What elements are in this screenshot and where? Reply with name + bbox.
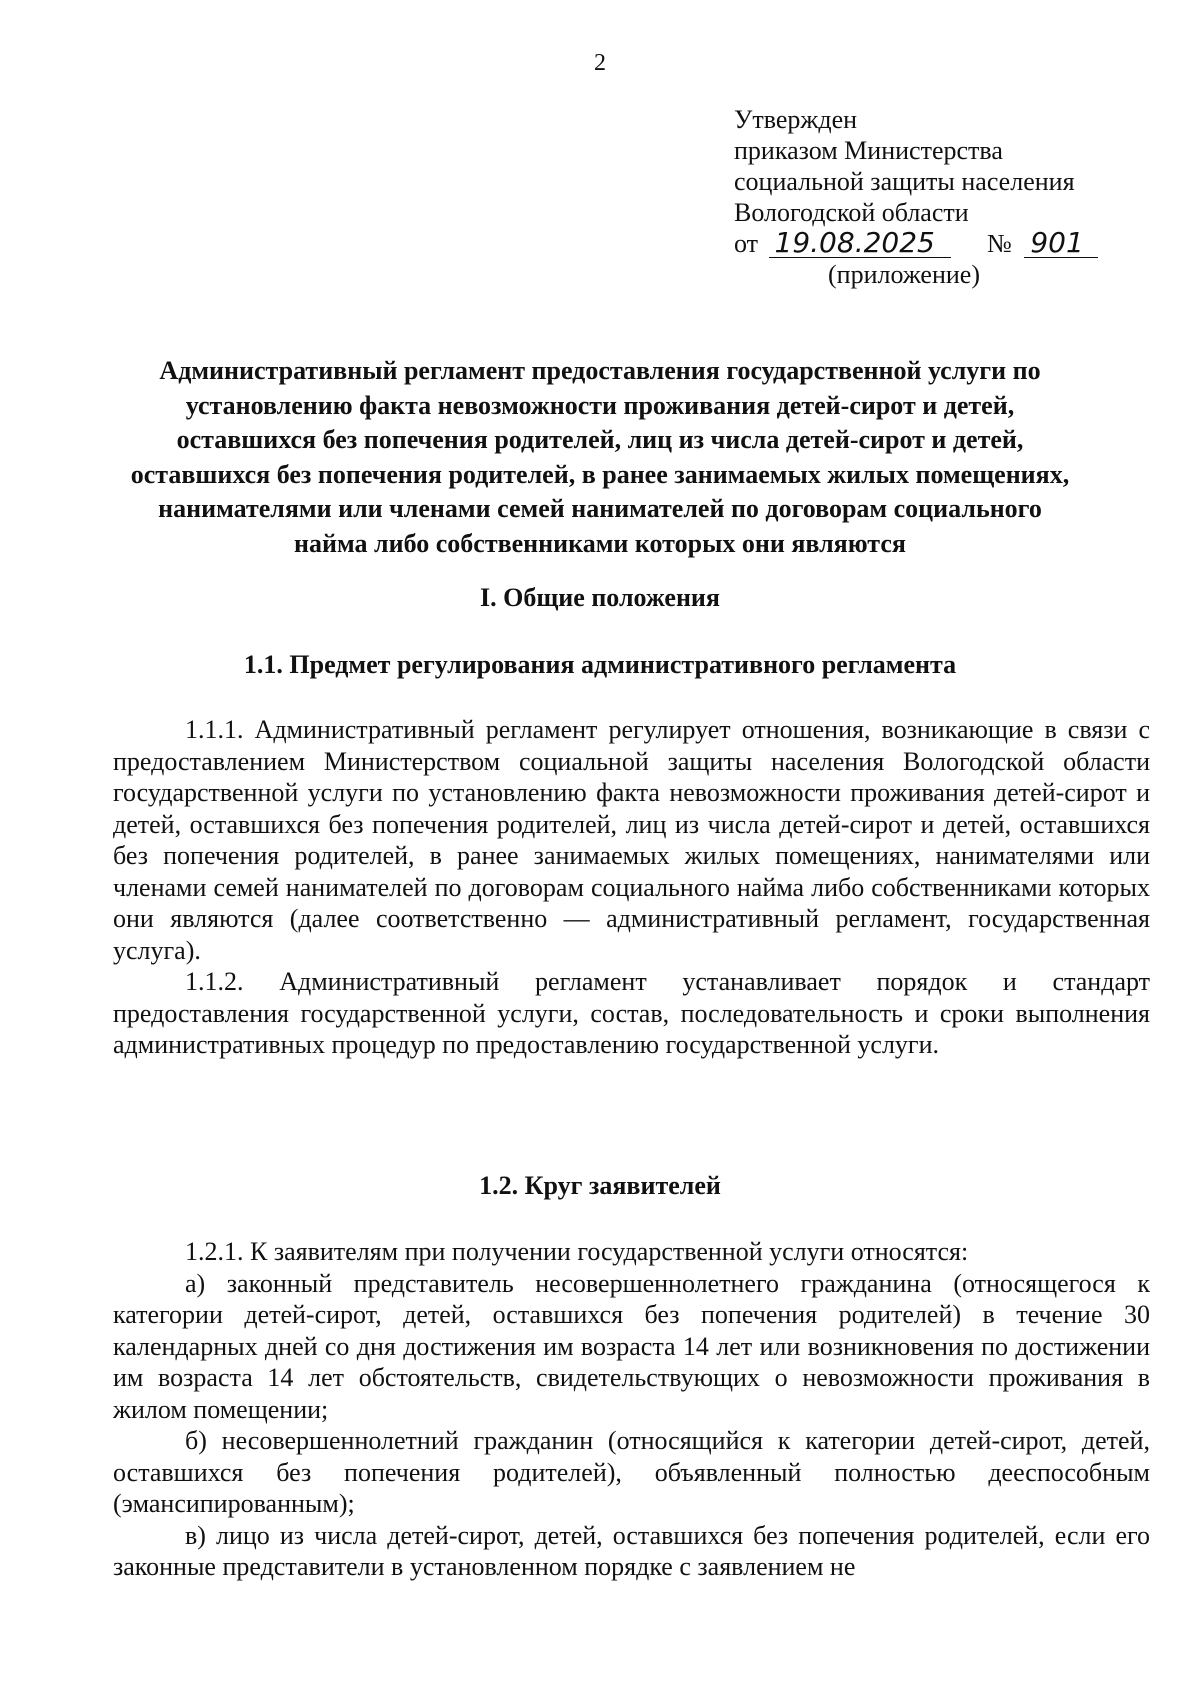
approval-date-line xyxy=(734,228,1098,259)
paragraph-1-2-1-c: в) лицо из числа детей-сирот, детей, оставшихся без попечения родителей, если его законные представители в установленном порядке с заявлением не xyxy=(113,1520,1150,1581)
number-prefix: № xyxy=(987,229,1012,258)
section-heading-general: I. Общие положения xyxy=(480,583,720,612)
subsection-heading-1-2: 1.2. Круг заявителей xyxy=(479,1171,721,1200)
handwritten-date: 19.08.2025 xyxy=(769,229,951,258)
page-number: 2 xyxy=(594,50,606,76)
title-line-3: оставшихся без попечения родителей, лиц из числа детей-сирот и детей, xyxy=(176,425,1024,454)
date-prefix: от xyxy=(734,229,759,258)
paragraph-1-1-1: 1.1.1. Административный регламент регулирует отношения, возникающие в связи с предоставлением Министерством социальной защиты населения Вологодской области государственной услуги по установлению факта невозможности проживания детей-сирот и детей, оставшихся без попечения родителей, лиц из числа детей-сирот и детей, оставшихся без попечения родителей, в ранее занимаемых жилых помещениях, нанимателями или членами семей нанимателей по договорам социального найма либо собственниками которых они являются (далее соответственно — административный регламент, государственная услуга). xyxy=(113,715,1150,965)
title-line-5: нанимателями или членами семей нанимателей по договорам социального xyxy=(158,494,1042,523)
title-line-2: установлению факта невозможности проживания детей-сирот и детей, xyxy=(185,390,1015,420)
title-line-4: оставшихся без попечения родителей, в ранее занимаемых жилых помещениях, xyxy=(130,459,1070,489)
subsection-heading-1-1: 1.1. Предмет регулирования административного регламента xyxy=(243,650,957,679)
approval-line-1: Утвержден xyxy=(734,105,858,134)
approval-line-4: Вологодской области xyxy=(734,198,969,227)
paragraph-1-2-1: 1.2.1. К заявителям при получении государственной услуги относятся: xyxy=(185,1237,969,1266)
approval-block xyxy=(734,104,1098,290)
paragraph-1-2-1-a: а) законный представитель несовершеннолетнего гражданина (относящегося к категории детей-сирот, детей, оставшихся без попечения родителей) в течение 30 календарных дней со дня достижения им возраста 14 лет или возникновения по достижении им возраста 14 лет обстоятельств, свидетельствующих о невозможности проживания в жилом помещении; xyxy=(113,1268,1150,1424)
paragraphs-1-2 xyxy=(113,1236,1150,1583)
paragraphs-1-1 xyxy=(113,714,1150,1061)
approval-line-2: приказом Министерства xyxy=(734,136,1003,165)
paragraph-1-1-2: 1.1.2. Административный регламент устанавливает порядок и стандарт предоставления государственной услуги, состав, последовательность и сроки выполнения административных процедур по предоставлению государственной услуги. xyxy=(113,967,1150,1059)
handwritten-number: 901 xyxy=(1024,229,1098,258)
title-line-1: Административный регламент предоставления государственной услуги по xyxy=(159,356,1041,385)
title-line-6: найма либо собственниками которых они являются xyxy=(294,528,906,558)
paragraph-1-2-1-b: б) несовершеннолетний гражданин (относящийся к категории детей-сирот, детей, оставшихся без попечения родителей), объявленный полностью дееспособным (эмансипированным); xyxy=(113,1426,1150,1518)
approval-line-3: социальной защиты населения xyxy=(734,167,1075,196)
document-title xyxy=(120,354,1080,561)
annex-label: (приложение) xyxy=(828,260,981,289)
